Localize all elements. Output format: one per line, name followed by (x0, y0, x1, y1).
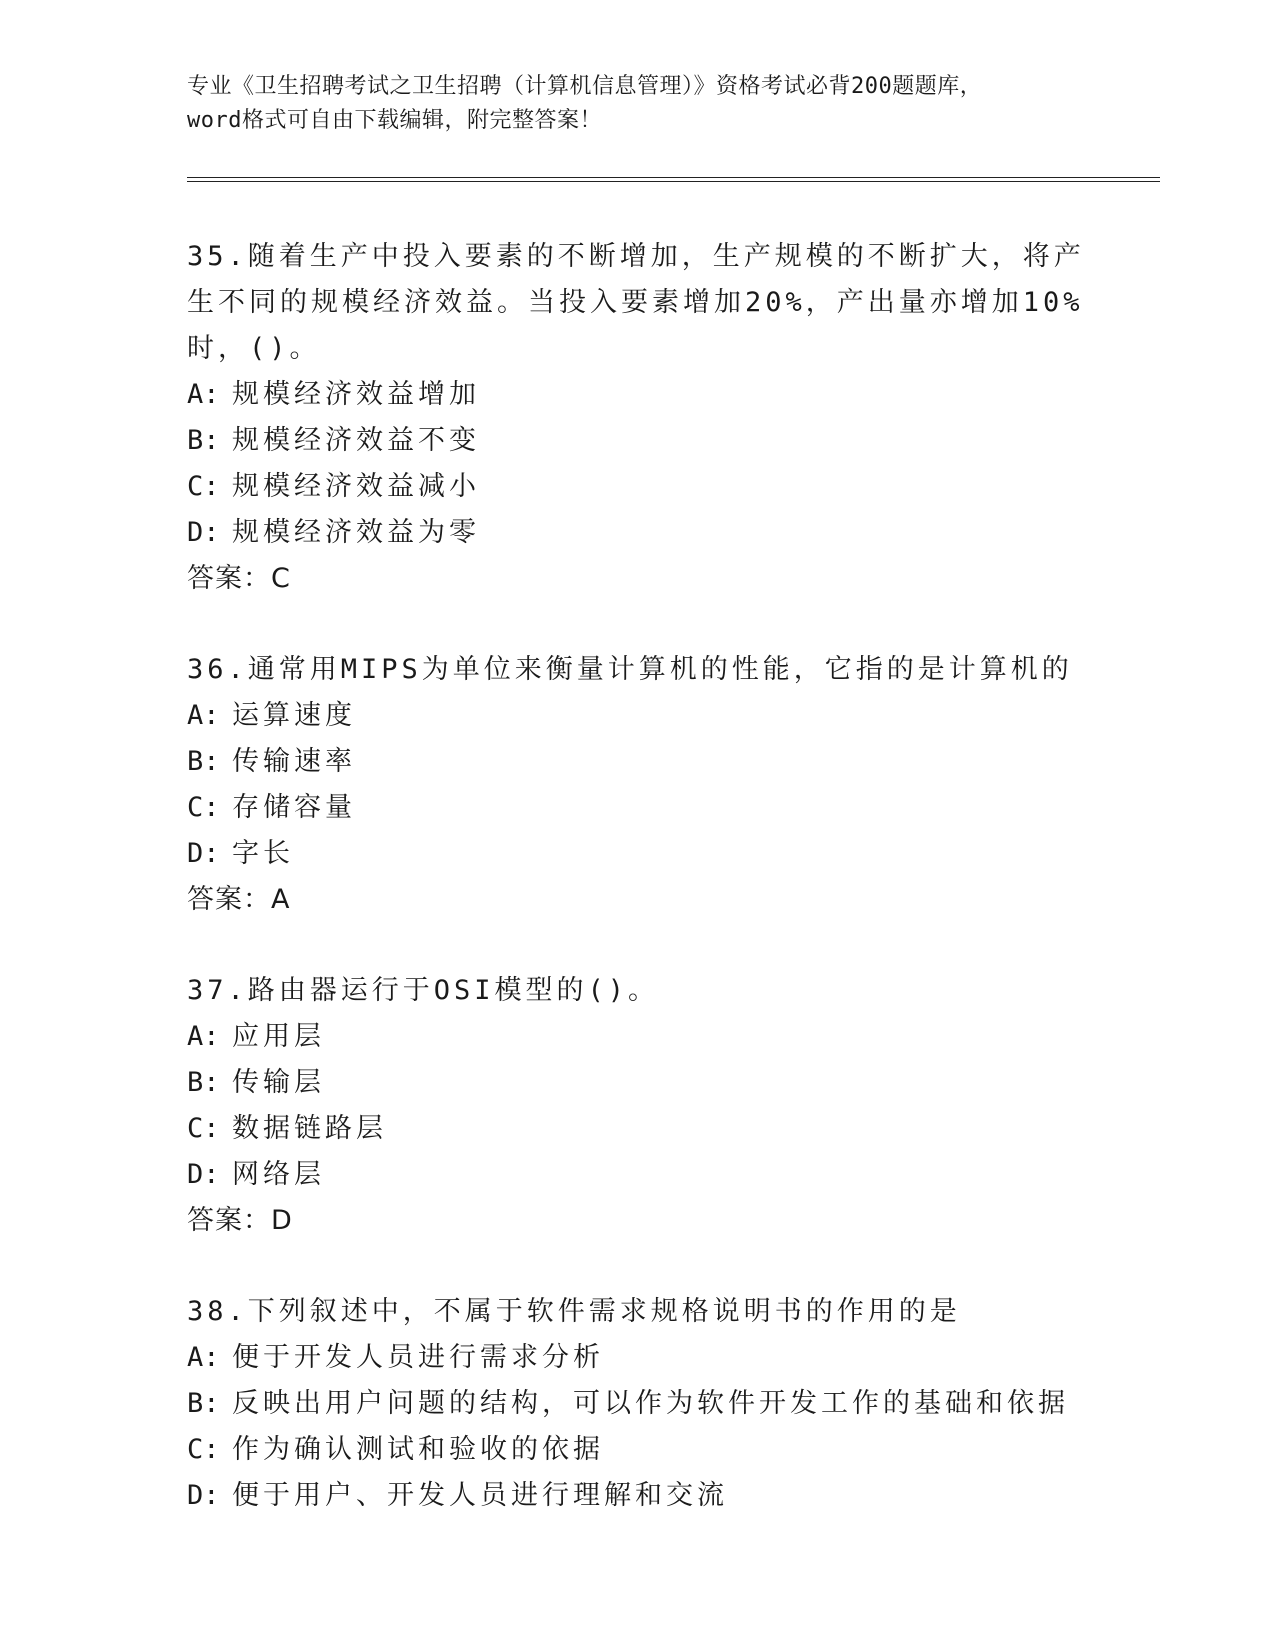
option-text: 运算速度 (232, 700, 356, 731)
header-line-2: word格式可自由下载编辑，附完整答案！ (187, 108, 602, 133)
question-36 (187, 647, 1147, 923)
option-label: B: (187, 746, 220, 777)
option-a (187, 1335, 1147, 1381)
option-c (187, 464, 1147, 510)
option-b (187, 418, 1147, 464)
option-b (187, 1060, 1147, 1106)
option-text: 规模经济效益增加 (232, 379, 480, 410)
option-text: 作为确认测试和验收的依据 (232, 1434, 604, 1465)
option-a (187, 372, 1147, 418)
option-label: A: (187, 1342, 220, 1373)
option-text: 网络层 (232, 1159, 325, 1190)
option-label: D: (187, 1159, 220, 1190)
option-b (187, 1381, 1147, 1427)
question-38 (187, 1289, 1147, 1519)
option-c (187, 785, 1147, 831)
question-37 (187, 968, 1147, 1244)
option-label: A: (187, 379, 220, 410)
option-text: 数据链路层 (232, 1113, 387, 1144)
answer-line: 答案：C (187, 563, 291, 594)
option-d (187, 831, 1147, 877)
header-divider (187, 177, 1160, 182)
option-text: 规模经济效益为零 (232, 517, 480, 548)
option-text: 应用层 (232, 1021, 325, 1052)
option-a (187, 693, 1147, 739)
answer-line: 答案：D (187, 1205, 293, 1236)
option-label: D: (187, 838, 220, 869)
option-c (187, 1106, 1147, 1152)
question-stem: 36.通常用MIPS为单位来衡量计算机的性能，它指的是计算机的 (187, 654, 1073, 685)
option-c (187, 1427, 1147, 1473)
question-stem: 38.下列叙述中，不属于软件需求规格说明书的作用的是 (187, 1296, 961, 1327)
answer-line: 答案：A (187, 884, 291, 915)
option-text: 反映出用户问题的结构，可以作为软件开发工作的基础和依据 (232, 1388, 1069, 1419)
option-text: 规模经济效益不变 (232, 425, 480, 456)
option-text: 存储容量 (232, 792, 356, 823)
option-d (187, 510, 1147, 556)
option-a (187, 1014, 1147, 1060)
option-text: 字长 (232, 838, 294, 869)
option-label: A: (187, 700, 220, 731)
option-label: C: (187, 1434, 220, 1465)
option-label: B: (187, 1067, 220, 1098)
question-35 (187, 234, 1147, 602)
option-label: A: (187, 1021, 220, 1052)
question-stem: 35.随着生产中投入要素的不断增加，生产规模的不断扩大，将产生不同的规模经济效益。当投入要素增加20%，产出量亦增加10%时，()。 (187, 241, 1085, 364)
option-text: 便于开发人员进行需求分析 (232, 1342, 604, 1373)
option-label: C: (187, 1113, 220, 1144)
document-header (187, 70, 1087, 138)
option-label: D: (187, 517, 220, 548)
option-text: 规模经济效益减小 (232, 471, 480, 502)
header-line-1: 专业《卫生招聘考试之卫生招聘（计算机信息管理）》资格考试必背200题题库， (187, 74, 983, 99)
option-label: C: (187, 471, 220, 502)
option-text: 便于用户、开发人员进行理解和交流 (232, 1480, 728, 1511)
option-text: 传输层 (232, 1067, 325, 1098)
option-label: B: (187, 425, 220, 456)
option-text: 传输速率 (232, 746, 356, 777)
option-b (187, 739, 1147, 785)
option-label: D: (187, 1480, 220, 1511)
option-d (187, 1473, 1147, 1519)
question-list (187, 234, 1147, 1564)
option-d (187, 1152, 1147, 1198)
option-label: C: (187, 792, 220, 823)
option-label: B: (187, 1388, 220, 1419)
question-stem: 37.路由器运行于OSI模型的()。 (187, 975, 660, 1006)
